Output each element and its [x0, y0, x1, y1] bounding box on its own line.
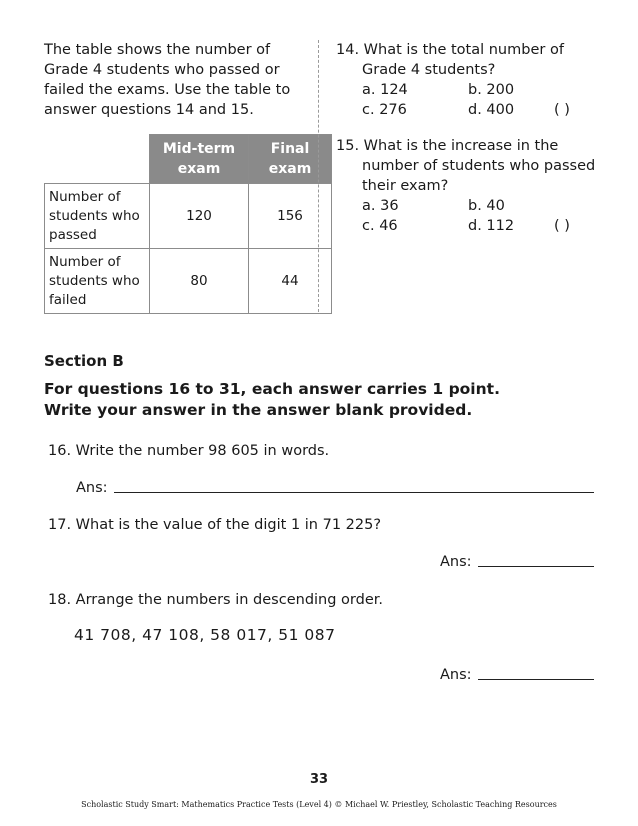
q15-options-row-1 — [336, 196, 606, 216]
section-title: Section B — [44, 352, 124, 370]
cell-passed-midterm: 120 — [150, 184, 249, 249]
q18-numbers: 41 708, 47 108, 58 017, 51 087 — [74, 626, 336, 644]
q14-number: 14. — [336, 42, 360, 58]
q14-options-row-2 — [336, 100, 606, 120]
row-label-line: students who — [49, 207, 140, 224]
q14-options-row-1 — [336, 80, 606, 100]
q18-answer-blank[interactable] — [478, 679, 594, 680]
q14-option-b[interactable]: b. 200 — [468, 82, 515, 98]
q14-text-1: What is the total number of — [363, 42, 564, 58]
header-midterm — [150, 135, 249, 184]
intro-line: answer questions 14 and 15. — [44, 102, 254, 118]
q14-option-d[interactable]: d. 400 — [468, 102, 515, 118]
q14-line-1 — [336, 40, 606, 60]
row-label-line: Number of — [49, 188, 121, 205]
cell-failed-final: 44 — [249, 249, 332, 314]
cell-failed-midterm: 80 — [150, 249, 249, 314]
instruction-line: Write your answer in the answer blank provided. — [44, 401, 473, 419]
intro-line: The table shows the number of — [44, 42, 271, 58]
q16-ans-label: Ans: — [76, 480, 108, 496]
q18-ans-label: Ans: — [440, 667, 472, 683]
header-midterm-line: exam — [177, 161, 221, 177]
q18-text: 18. Arrange the numbers in descending order. — [48, 592, 383, 608]
row-label-line: passed — [49, 226, 97, 243]
intro-line: Grade 4 students who passed or — [44, 62, 280, 78]
q15-options-row-2 — [336, 216, 606, 236]
q15-answer-bracket[interactable]: ( ) — [554, 218, 570, 234]
row-label-passed — [45, 184, 150, 249]
header-midterm-line: Mid-term — [162, 141, 236, 157]
intro-paragraph — [44, 40, 294, 120]
q14-option-c[interactable]: c. 276 — [362, 102, 407, 118]
q17-answer-blank[interactable] — [478, 566, 594, 567]
q17-ans-label: Ans: — [440, 554, 472, 570]
q15-line-1 — [336, 136, 606, 156]
instruction-line: For questions 16 to 31, each answer carries 1 point. — [44, 380, 500, 398]
q15-option-b[interactable]: b. 40 — [468, 198, 505, 214]
intro-line: failed the exams. Use the table to — [44, 82, 291, 98]
q14-answer-bracket[interactable]: ( ) — [554, 102, 570, 118]
q15-text-2: number of students who passed — [362, 158, 596, 174]
question-14 — [336, 40, 606, 120]
header-final-line: exam — [268, 161, 312, 177]
q15-option-a[interactable]: a. 36 — [362, 198, 399, 214]
column-divider — [318, 40, 319, 312]
row-label-line: students who — [49, 272, 140, 289]
q16-answer-blank[interactable] — [114, 492, 594, 493]
q15-text-3: their exam? — [362, 178, 449, 194]
q17-text: 17. What is the value of the digit 1 in 71 225? — [48, 517, 382, 533]
row-label-line: failed — [49, 291, 87, 308]
footer-credit: Scholastic Study Smart: Mathematics Practice Tests (Level 4) © Michael W. Priestley, Scholastic Teaching Resources — [81, 800, 557, 809]
section-instructions — [44, 379, 604, 421]
exam-results-table — [44, 134, 332, 314]
q14-text-2: Grade 4 students? — [362, 62, 496, 78]
table-row — [45, 249, 332, 314]
q15-number: 15. — [336, 138, 360, 154]
page-number: 33 — [309, 772, 329, 787]
table-corner — [45, 135, 150, 184]
q14-option-a[interactable]: a. 124 — [362, 82, 408, 98]
header-final — [249, 135, 332, 184]
q16-text: 16. Write the number 98 605 in words. — [48, 443, 330, 459]
cell-passed-final: 156 — [249, 184, 332, 249]
q15-text-1: What is the increase in the — [363, 138, 559, 154]
row-label-failed — [45, 249, 150, 314]
question-15 — [336, 136, 606, 236]
row-label-line: Number of — [49, 253, 121, 270]
q15-option-c[interactable]: c. 46 — [362, 218, 398, 234]
q15-option-d[interactable]: d. 112 — [468, 218, 515, 234]
table-header-row — [45, 135, 332, 184]
header-final-line: Final — [270, 141, 310, 157]
table-row — [45, 184, 332, 249]
